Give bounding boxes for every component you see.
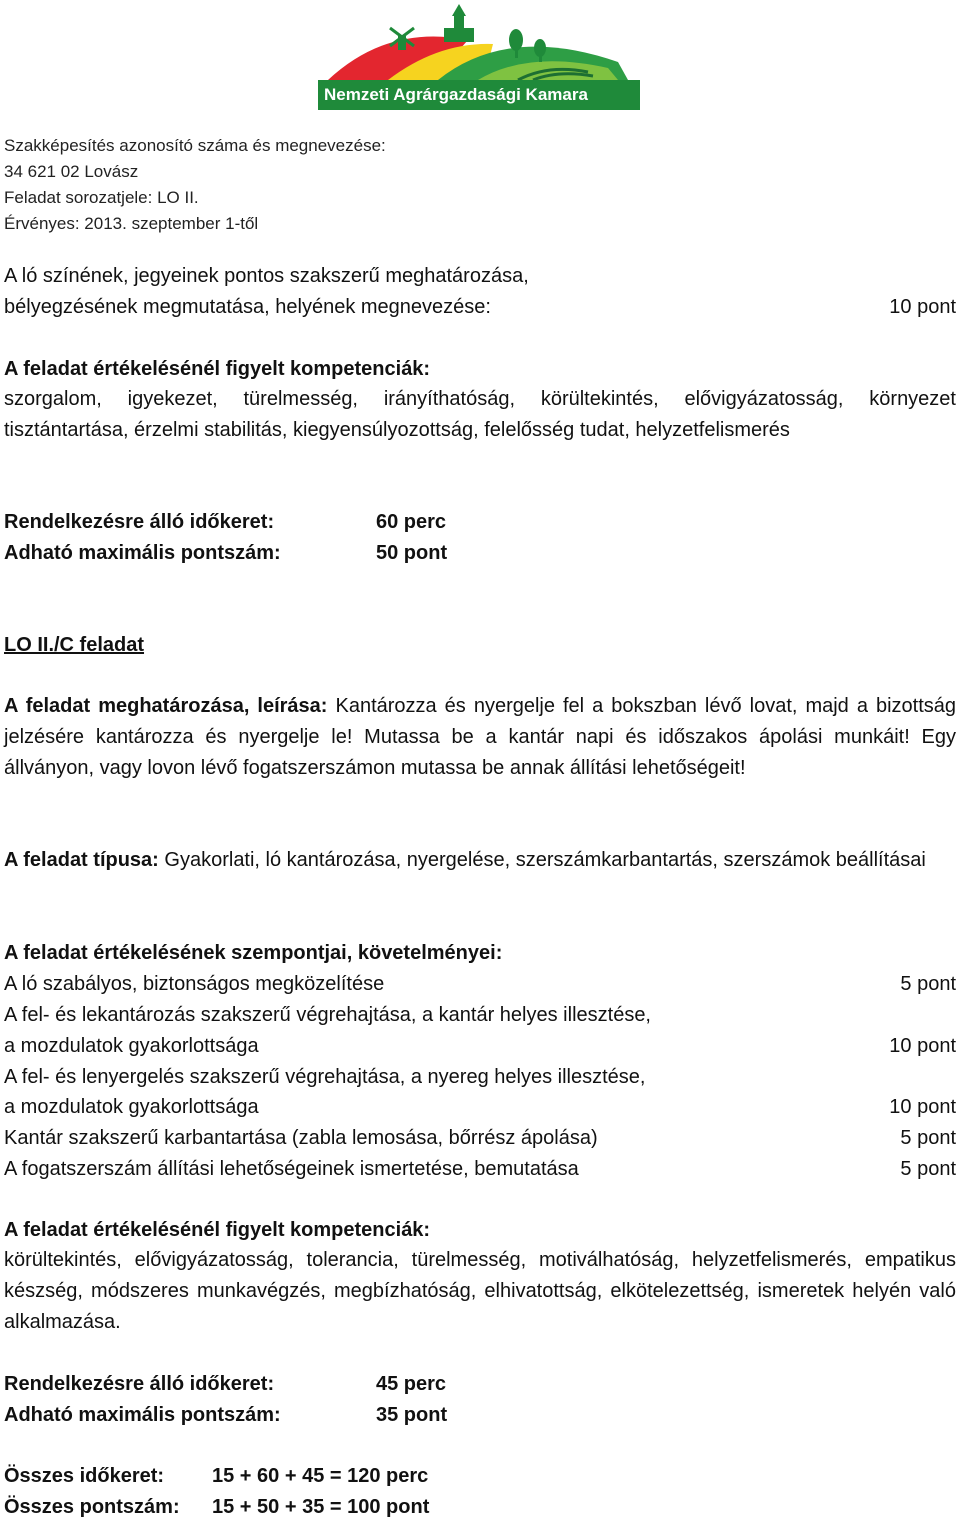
criterion-4-line1: Kantár szakszerű karbantartása (zabla lemosása, bőrrész ápolása) <box>4 1127 598 1149</box>
qualification-label: Szakképesítés azonosító száma és megnevezése: <box>4 136 386 155</box>
task2-heading: LO II./C feladat <box>4 634 145 656</box>
criterion-1-points: 5 pont <box>900 973 956 995</box>
criterion-2-points: 10 pont <box>889 1035 956 1057</box>
task1-title-line2: bélyegzésének megmutatása, helyének megnevezése: <box>4 296 491 318</box>
criterion-3-line1: A fel- és lenyergelés szakszerű végrehajtása, a nyereg helyes illesztése, <box>4 1066 646 1088</box>
task2-type-text: Gyakorlati, ló kantározása, nyergelése, szerszámkarbantartás, szerszámok beállításai <box>164 849 926 871</box>
chamber-logo <box>318 2 640 112</box>
task2-max-value: 35 pont <box>376 1404 448 1426</box>
total-time-label: Összes időkeret: <box>4 1465 165 1487</box>
task1-time-label: Rendelkezésre álló időkeret: <box>4 511 275 533</box>
total-time-value: 15 + 60 + 45 = 120 perc <box>212 1465 429 1487</box>
task2-description <box>4 691 956 784</box>
task2-description-text: Kantározza és nyergelje fel a bokszban lévő lovat, majd a bizottság jelzésére kantározza és nyergelje le! Mutassa be a kantár napi és időszakos ápolási munkáit! Egy állványon, vagy lovon lévő fogatszerszámon mutassa be annak állítási lehetőségeit! <box>4 695 957 779</box>
task2-time-label: Rendelkezésre álló időkeret: <box>4 1373 275 1395</box>
logo-wordmark <box>318 80 640 110</box>
total-points-value: 15 + 50 + 35 = 100 pont <box>212 1496 430 1518</box>
task1-time-value: 60 perc <box>376 511 447 533</box>
task2-competencies: körültekintés, elővigyázatosság, tolerancia, türelmesség, motiválhatóság, helyzetfelismerés, empatikus készség, módszeres munkavégzés, megbízhatóság, elhivatottság, elkötelezettség, ismeretek helyén való alkalmazása. <box>4 1249 956 1333</box>
task2-description-label: A feladat meghatározása, leírása: <box>4 695 328 717</box>
task1-max-label: Adható maximális pontszám: <box>4 542 281 564</box>
task1-title-line1: A ló színének, jegyeinek pontos szakszerű meghatározása, <box>4 265 529 287</box>
task2-type <box>4 845 956 876</box>
task2-max-label: Adható maximális pontszám: <box>4 1404 281 1426</box>
logo-text: Nemzeti Agrárgazdasági Kamara <box>324 85 588 104</box>
total-points-label: Összes pontszám: <box>4 1496 180 1518</box>
task1-competencies: szorgalom, igyekezet, türelmesség, irányíthatóság, körültekintés, elővigyázatosság, környezet tisztántartása, érzelmi stabilitás, kiegyensúlyozottság, felelősség tudat, helyzetfelismerés <box>4 388 956 441</box>
task1-competencies-heading: A feladat értékelésénél figyelt kompetenciák: <box>4 358 431 380</box>
task2-type-label: A feladat típusa: <box>4 849 159 871</box>
criterion-4-points: 5 pont <box>900 1127 956 1149</box>
qualification-id: 34 621 02 Lovász <box>4 162 139 181</box>
criterion-5-line1: A fogatszerszám állítási lehetőségeinek ismertetése, bemutatása <box>4 1158 579 1180</box>
criterion-3-points: 10 pont <box>889 1096 956 1118</box>
task1-max-value: 50 pont <box>376 542 448 564</box>
criterion-5-points: 5 pont <box>900 1158 956 1180</box>
task1-points: 10 pont <box>889 296 956 318</box>
task2-time-value: 45 perc <box>376 1373 447 1395</box>
task-series: Feladat sorozatjele: LO II. <box>4 188 199 207</box>
criterion-2-line1: A fel- és lekantározás szakszerű végrehajtása, a kantár helyes illesztése, <box>4 1004 651 1026</box>
criterion-2-line2: a mozdulatok gyakorlottsága <box>4 1035 259 1057</box>
task2-competencies-heading: A feladat értékelésénél figyelt kompetenciák: <box>4 1219 431 1241</box>
task2-criteria-heading: A feladat értékelésének szempontjai, követelményei: <box>4 942 503 964</box>
criterion-1-line1: A ló szabályos, biztonságos megközelítése <box>4 973 385 995</box>
valid-from: Érvényes: 2013. szeptember 1-től <box>4 214 259 233</box>
criterion-3-line2: a mozdulatok gyakorlottsága <box>4 1096 259 1118</box>
logo-emblem-icon <box>318 2 640 82</box>
